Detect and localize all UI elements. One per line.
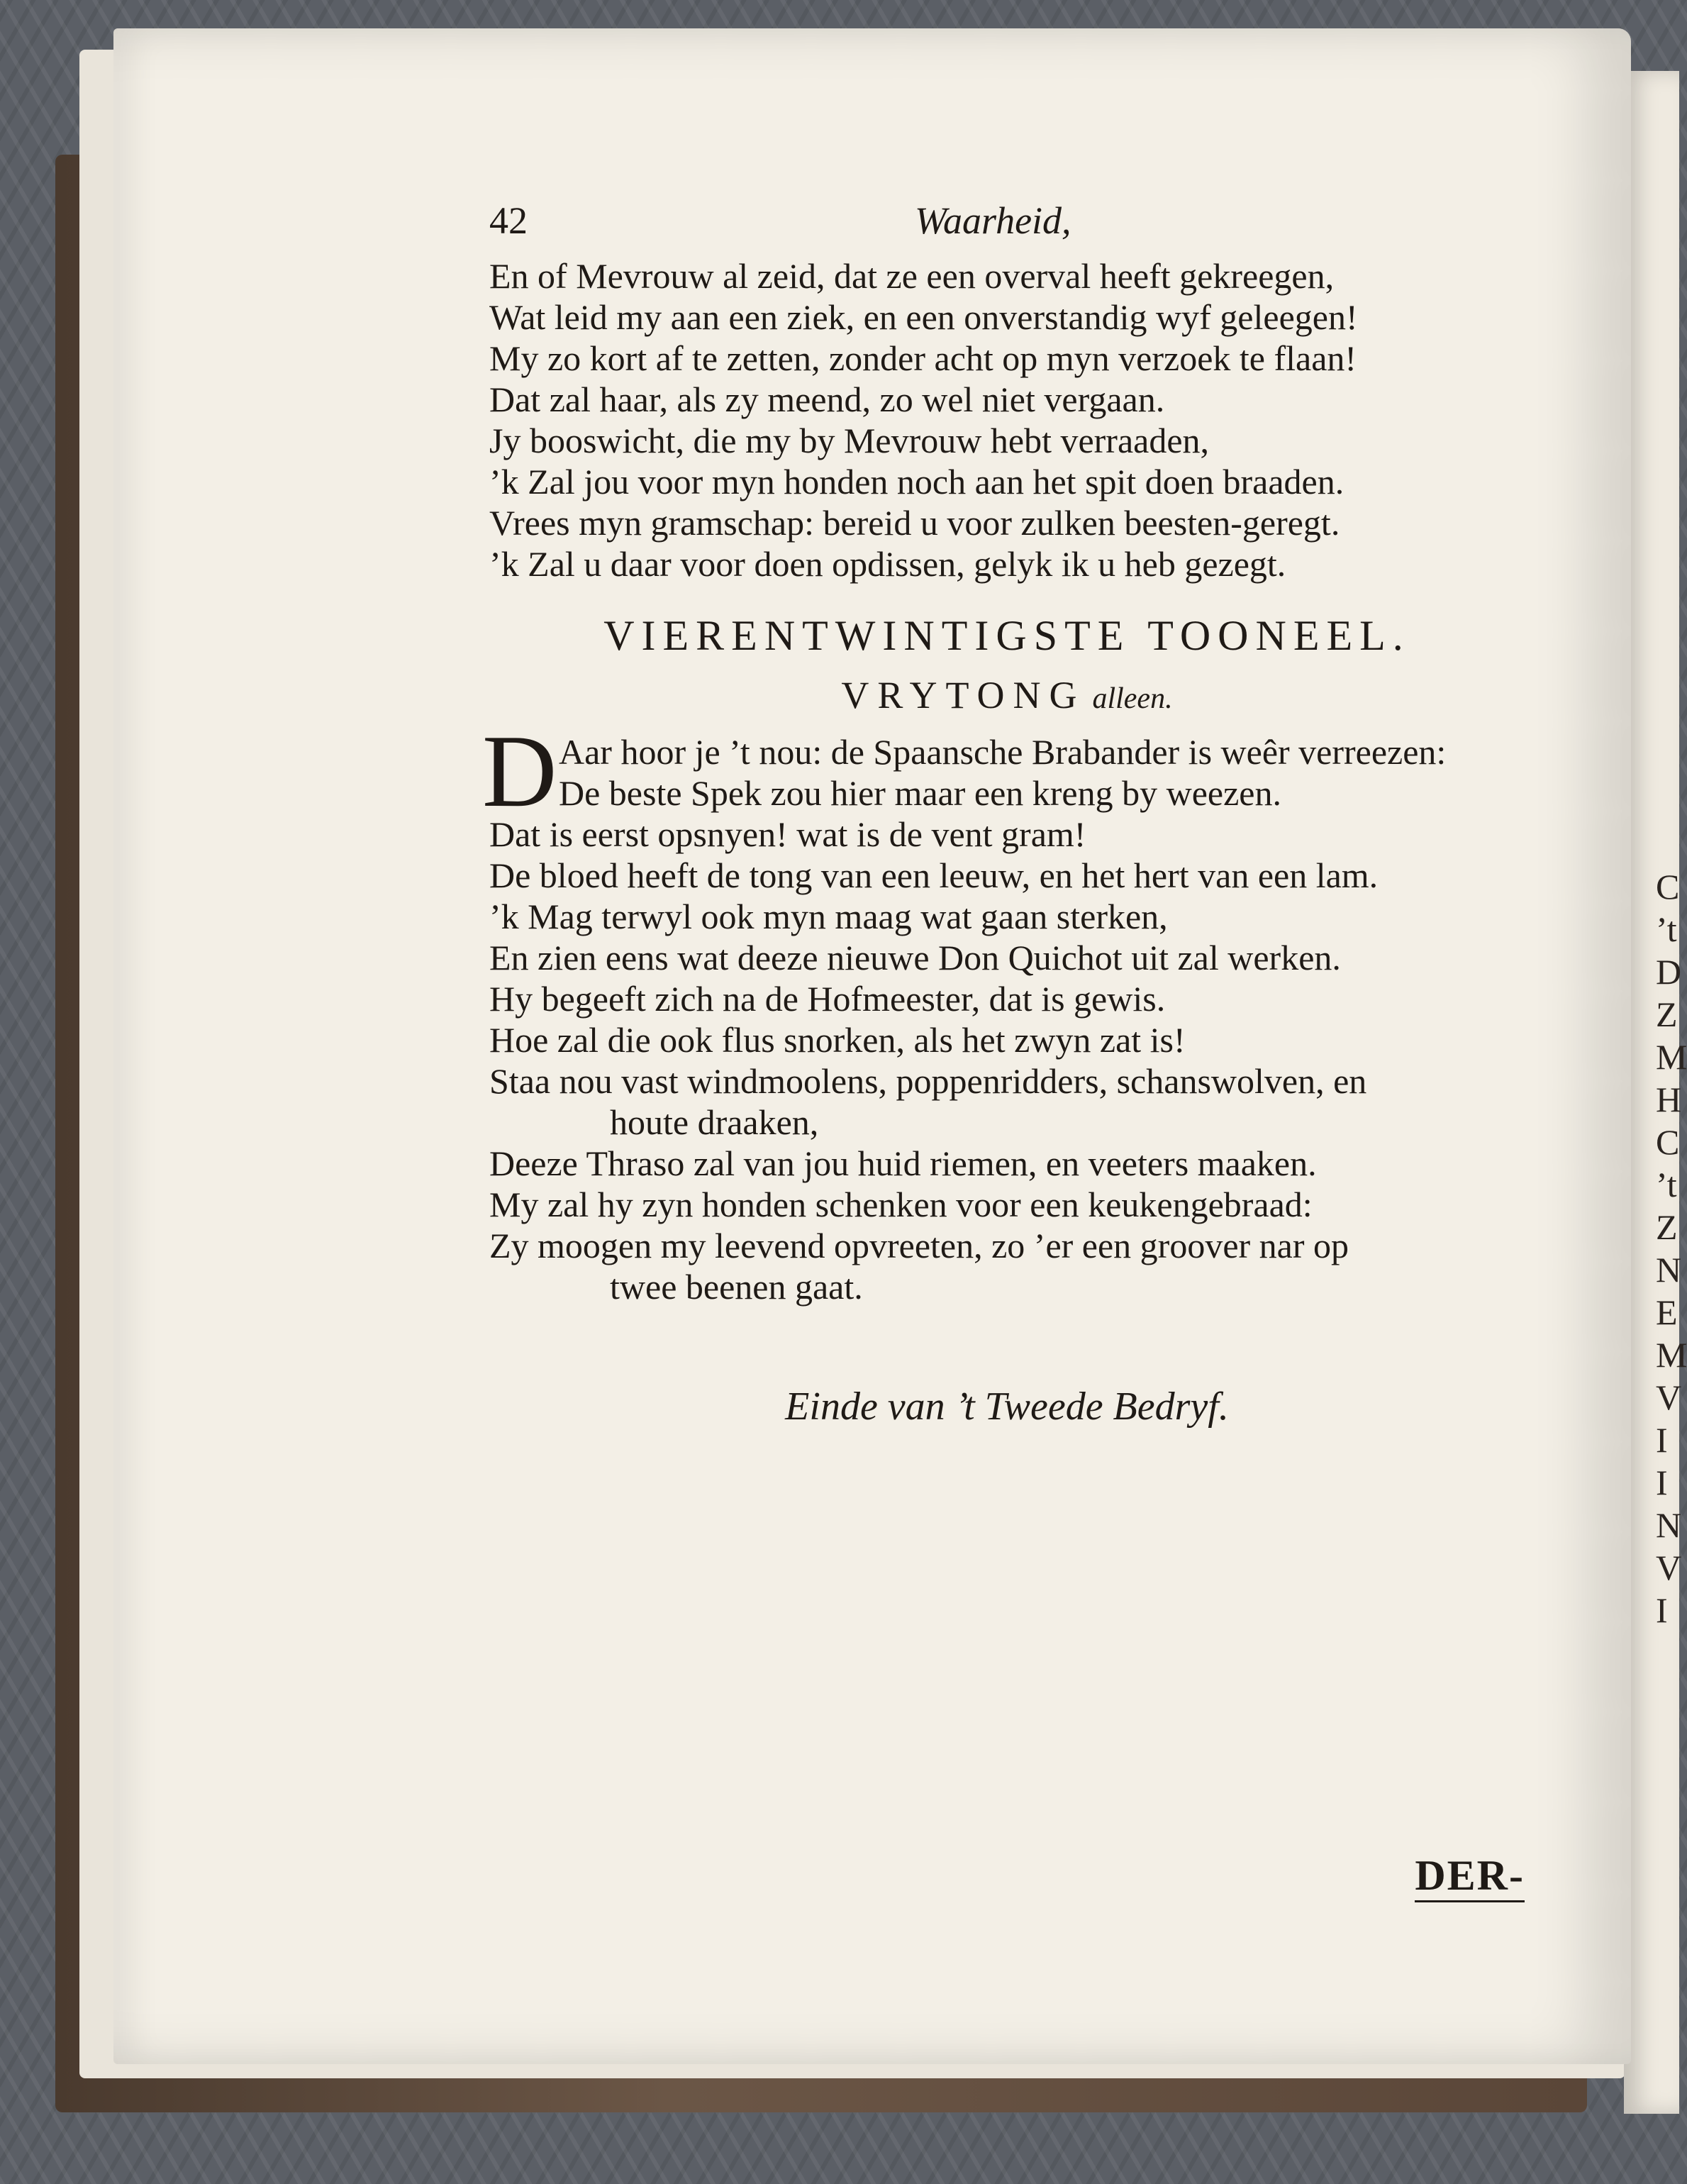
act-end-line: Einde van ’t Tweede Bedryf. bbox=[785, 1385, 1229, 1429]
facing-page-letter: I bbox=[1656, 1420, 1668, 1460]
verse-line-continuation: twee beenen gaat. bbox=[610, 1267, 863, 1307]
running-head: Waarheid, bbox=[915, 199, 1071, 242]
facing-page-letter: I bbox=[1656, 1590, 1668, 1630]
verse-line: De beste Spek zou hier maar een kreng by weezen. bbox=[559, 773, 1281, 813]
verse-block-top bbox=[489, 255, 1525, 584]
facing-page-letter: ’t bbox=[1656, 1165, 1677, 1204]
facing-page-letters bbox=[1656, 865, 1687, 1631]
verse-line: En of Mevrouw al zeid, dat ze een overval heeft gekreegen, bbox=[489, 256, 1335, 296]
facing-page-letter: N bbox=[1656, 1505, 1682, 1545]
verse-line: Deeze Thraso zal van jou huid riemen, en veeters maaken. bbox=[489, 1143, 1317, 1183]
speaker-name: VRYTONG bbox=[841, 674, 1086, 716]
verse-line: Dat zal haar, als zy meend, zo wel niet vergaan. bbox=[489, 379, 1165, 419]
verse-line: De bloed heeft de tong van een leeuw, en het hert van een lam. bbox=[489, 855, 1379, 895]
verse-line: En zien eens wat deeze nieuwe Don Quichot uit zal werken. bbox=[489, 938, 1341, 977]
verse-line: Hoe zal die ook flus snorken, als het zwyn zat is! bbox=[489, 1020, 1186, 1060]
scene-title: VIERENTWINTIGSTE TOONEEL. bbox=[603, 612, 1410, 659]
speaker-heading bbox=[489, 673, 1525, 717]
facing-page-letter: C bbox=[1656, 867, 1680, 907]
catchword: DER- bbox=[1415, 1851, 1525, 1902]
speech-verse bbox=[489, 731, 1525, 1307]
verse-line: Jy booswicht, die my by Mevrouw hebt verraaden, bbox=[489, 421, 1210, 460]
facing-page-letter: C bbox=[1656, 1122, 1680, 1162]
verse-line: Aar hoor je ’t nou: de Spaansche Brabander is weêr verreezen: bbox=[559, 732, 1447, 772]
facing-page-letter: ’t bbox=[1656, 909, 1677, 949]
facing-page-letter: D bbox=[1656, 952, 1682, 992]
verse-line: ’k Zal u daar voor doen opdissen, gelyk ik u heb gezegt. bbox=[489, 544, 1286, 584]
page-header bbox=[489, 199, 1525, 255]
drop-cap: D bbox=[482, 714, 557, 828]
page-number: 42 bbox=[489, 199, 528, 242]
facing-page-letter: V bbox=[1656, 1548, 1682, 1587]
facing-page-letter: Z bbox=[1656, 1207, 1678, 1247]
speaker-note: alleen. bbox=[1092, 682, 1173, 715]
verse-line: My zal hy zyn honden schenken voor een keukengebraad: bbox=[489, 1185, 1313, 1224]
page-content bbox=[482, 199, 1525, 1899]
facing-page-letter: N bbox=[1656, 1250, 1682, 1290]
verse-line: ’k Mag terwyl ook myn maag wat gaan sterken, bbox=[489, 897, 1168, 936]
facing-page-letter: M bbox=[1656, 1037, 1687, 1077]
facing-page-letter: M bbox=[1656, 1335, 1687, 1375]
speech-block bbox=[482, 714, 1525, 1307]
verse-line: Zy moogen my leevend opvreeten, zo ’er een groover nar op bbox=[489, 1226, 1349, 1265]
verse-line: Staa nou vast windmoolens, poppenridders, schanswolven, en bbox=[489, 1061, 1367, 1101]
facing-page-letter: I bbox=[1656, 1463, 1668, 1502]
facing-page-letter: V bbox=[1656, 1378, 1682, 1417]
verse-line-continuation: houte draaken, bbox=[610, 1102, 819, 1142]
verse-line: ’k Zal jou voor myn honden noch aan het spit doen braaden. bbox=[489, 462, 1344, 501]
verse-line: Dat is eerst opsnyen! wat is de vent gram! bbox=[489, 814, 1086, 854]
verse-line: Wat leid my aan een ziek, en een onverstandig wyf geleegen! bbox=[489, 297, 1358, 337]
facing-page-letter: Z bbox=[1656, 994, 1678, 1034]
verse-line: Hy begeeft zich na de Hofmeester, dat is gewis. bbox=[489, 979, 1166, 1019]
verse-line: Vrees myn gramschap: bereid u voor zulken beesten-geregt. bbox=[489, 503, 1340, 543]
facing-page-letter: H bbox=[1656, 1080, 1682, 1119]
facing-page-letter: E bbox=[1656, 1292, 1678, 1332]
verse-line: My zo kort af te zetten, zonder acht op myn verzoek te flaan! bbox=[489, 338, 1357, 378]
